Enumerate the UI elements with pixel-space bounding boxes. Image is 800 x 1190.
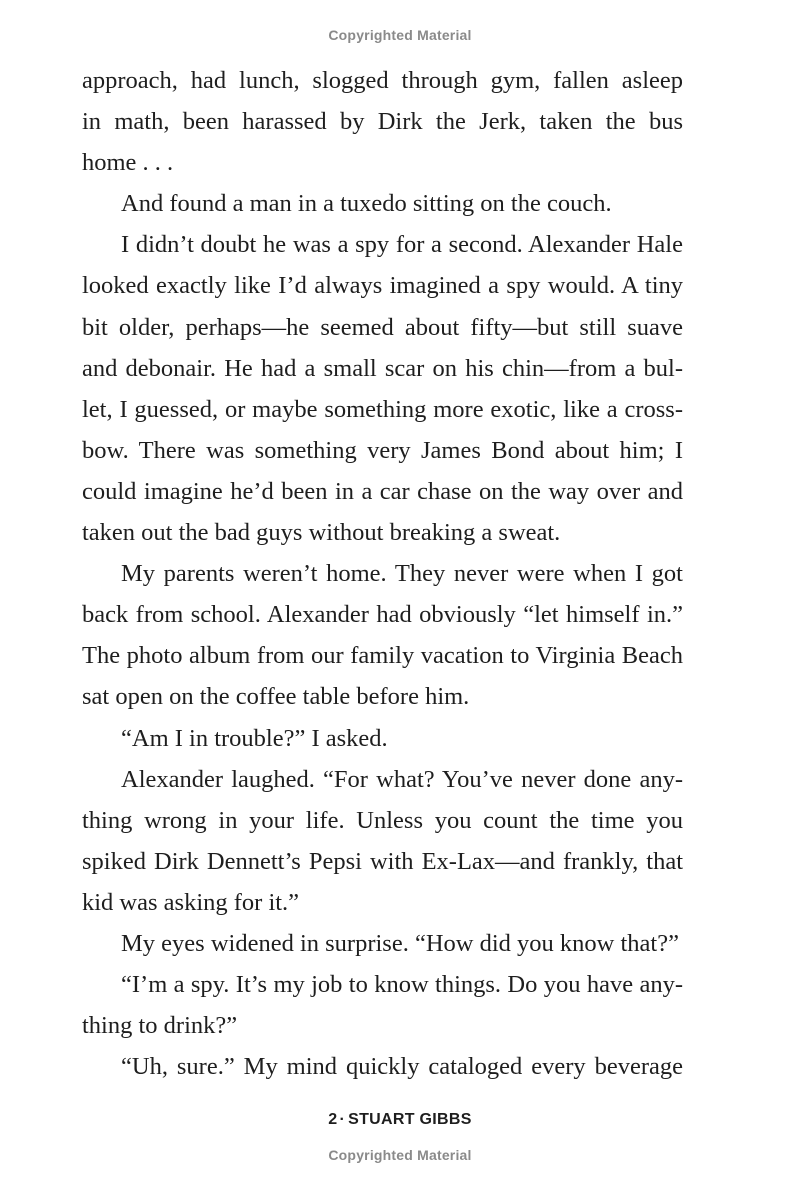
text-line: bow. There was something very James Bond about him; I: [82, 436, 683, 464]
paragraph: [82, 759, 683, 923]
text-line: My parents weren’t home. They never were when I got: [121, 560, 683, 588]
paragraph: [82, 718, 683, 759]
paragraph: [82, 553, 683, 717]
book-page-text: [82, 60, 683, 1087]
text-line: kid was asking for it.”: [82, 888, 300, 916]
author-name: STUART GIBBS: [348, 1111, 472, 1128]
page-number: 2: [328, 1111, 338, 1128]
text-line: taken out the bad guys without breaking a sweat.: [82, 519, 561, 547]
text-line: I didn’t doubt he was a spy for a second. Alexander Hale: [121, 231, 683, 259]
text-line: The photo album from our family vacation to Virginia Beach: [82, 642, 683, 670]
text-line: Alexander laughed. “For what? You’ve never done any-: [121, 765, 683, 793]
paragraph: [82, 60, 683, 183]
text-line: sat open on the coffee table before him.: [82, 683, 470, 711]
paragraph: [82, 224, 683, 553]
paragraph: [82, 183, 683, 224]
paragraph: [82, 964, 683, 1046]
text-line: “Am I in trouble?” I asked.: [121, 724, 388, 752]
text-line: spiked Dirk Dennett’s Pepsi with Ex-Lax—and frankly, that: [82, 847, 683, 875]
copyright-watermark-top: Copyrighted Material: [328, 27, 472, 43]
text-line: home . . .: [82, 149, 174, 177]
copyright-watermark-bottom: Copyrighted Material: [328, 1147, 472, 1163]
text-line: bit older, perhaps—he seemed about fifty—but still suave: [82, 313, 683, 341]
text-line: looked exactly like I’d always imagined a spy would. A tiny: [82, 272, 683, 300]
paragraph: [82, 1046, 683, 1087]
text-line: thing wrong in your life. Unless you count the time you: [82, 806, 683, 834]
text-line: let, I guessed, or maybe something more exotic, like a cross-: [82, 395, 683, 423]
text-line: in math, been harassed by Dirk the Jerk, taken the bus: [82, 108, 683, 136]
text-line: could imagine he’d been in a car chase on the way over and: [82, 477, 683, 505]
footer-separator: ·: [339, 1111, 346, 1128]
text-line: thing to drink?”: [82, 1012, 238, 1040]
text-line: “Uh, sure.” My mind quickly cataloged every beverage: [121, 1053, 683, 1081]
text-line: My eyes widened in surprise. “How did you know that?”: [121, 929, 679, 957]
text-line: back from school. Alexander had obviously “let himself in.”: [82, 601, 683, 629]
page-footer: [0, 1111, 800, 1129]
text-line: “I’m a spy. It’s my job to know things. Do you have any-: [121, 971, 683, 999]
paragraph: [82, 923, 683, 964]
text-line: approach, had lunch, slogged through gym, fallen asleep: [82, 67, 683, 94]
text-line: And found a man in a tuxedo sitting on the couch.: [121, 190, 612, 218]
text-line: and debonair. He had a small scar on his chin—from a bul-: [82, 354, 683, 382]
